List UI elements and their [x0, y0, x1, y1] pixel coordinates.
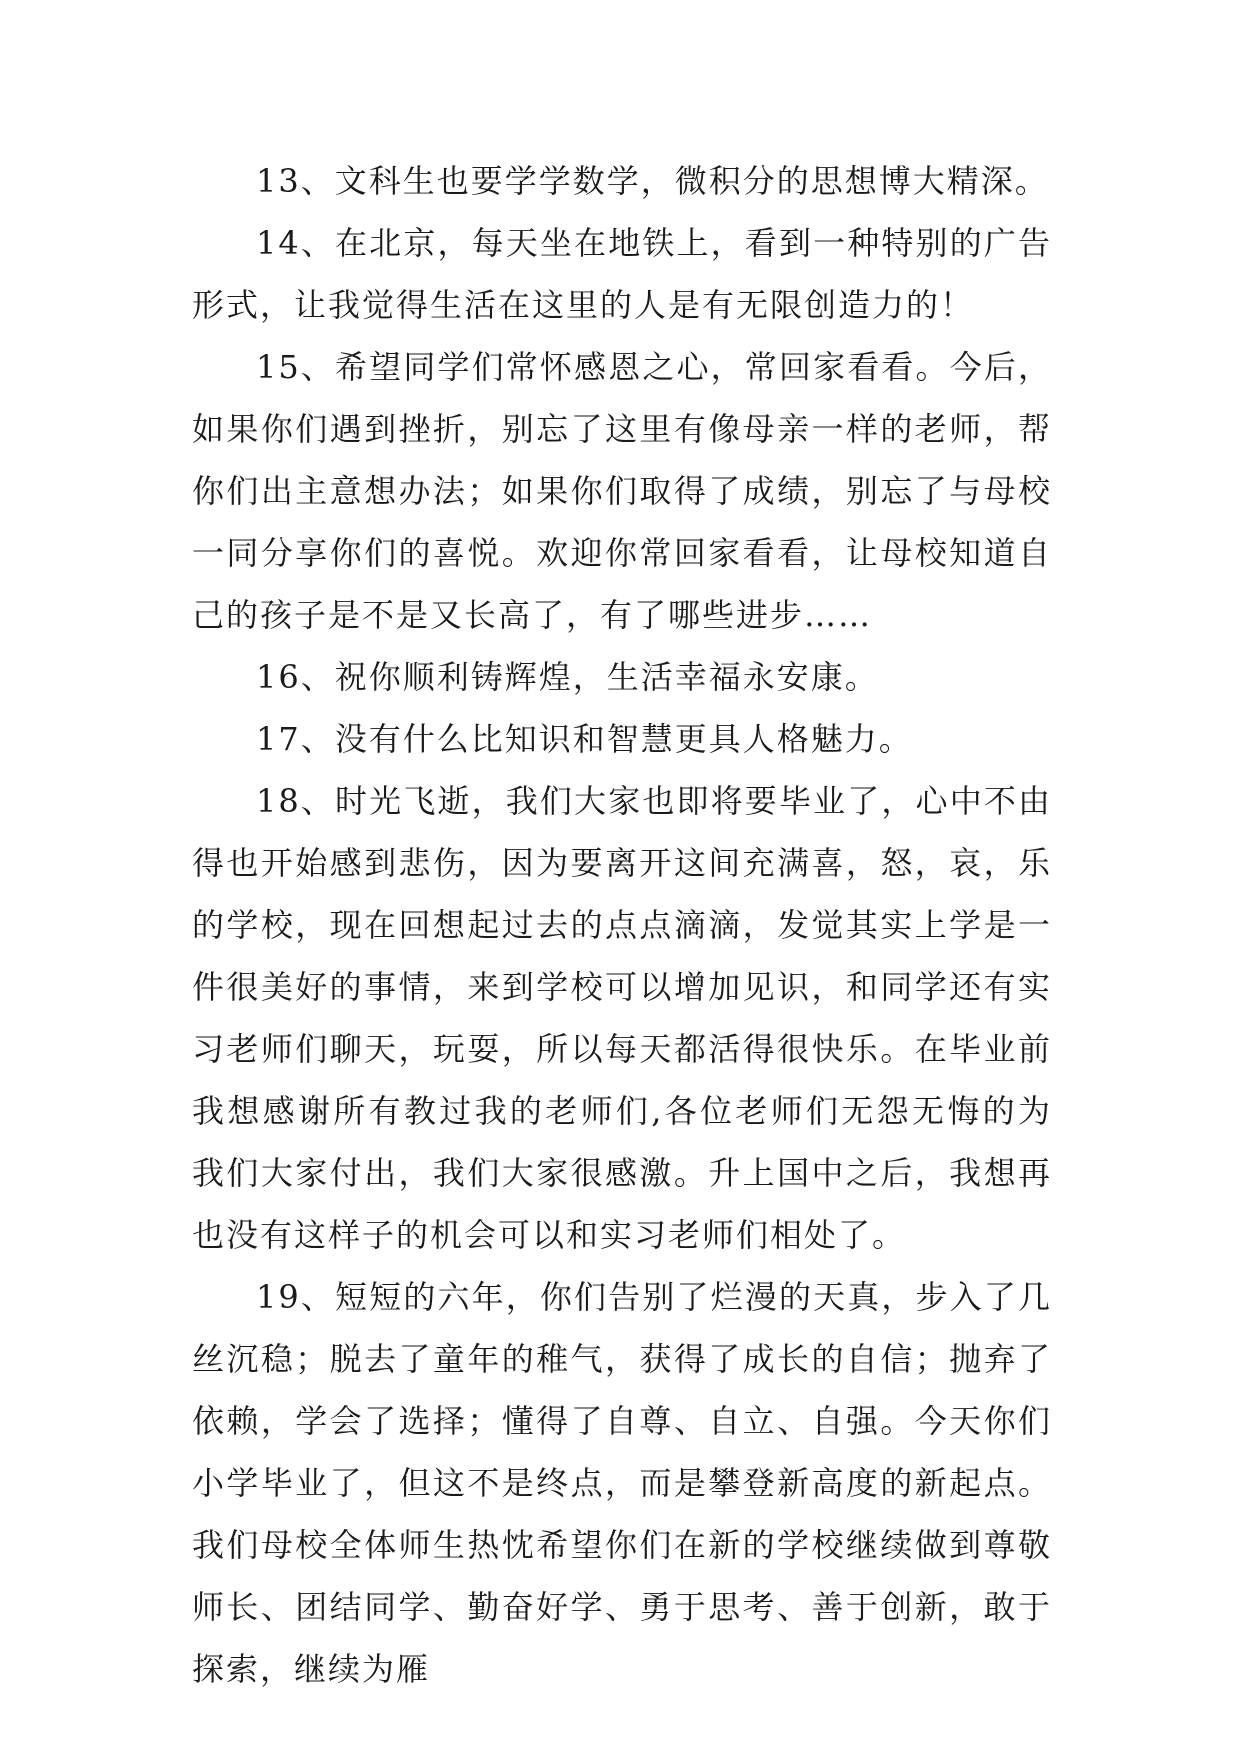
paragraph-13: 13、文科生也要学学数学，微积分的思想博大精深。: [256, 162, 1049, 200]
paragraph-15: 15、希望同学们常怀感恩之心，常回家看看。今后，如果你们遇到挫折，别忘了这里有像母亲一样的老师，帮你们出主意想办法；如果你们取得了成绩，别忘了与母校一同分享你们的喜悦。欢迎你常回家看看，让母校知道自己的孩子是不是又长高了，有了哪些进步……: [192, 348, 1052, 634]
paragraph-17: 17、没有什么比知识和智慧更具人格魅力。: [256, 720, 913, 758]
paragraph-18: 18、时光飞逝，我们大家也即将要毕业了，心中不由得也开始感到悲伤，因为要离开这间充满喜，怒，哀，乐的学校，现在回想起过去的点点滴滴，发觉其实上学是一件很美好的事情，来到学校可以增加见识，和同学还有实习老师们聊天，玩耍，所以每天都活得很快乐。在毕业前我想感谢所有教过我的老师们,各位老师们无怨无悔的为我们大家付出，我们大家很感激。升上国中之后，我想再也没有这样子的机会可以和实习老师们相处了。: [192, 782, 1052, 1254]
paragraph-14: 14、在北京，每天坐在地铁上，看到一种特别的广告形式，让我觉得生活在这里的人是有无限创造力的！: [192, 224, 1052, 324]
paragraph-16: 16、祝你顺利铸辉煌，生活幸福永安康。: [256, 658, 879, 696]
paragraph-19: 19、短短的六年，你们告别了烂漫的天真，步入了几丝沉稳；脱去了童年的稚气，获得了成长的自信；抛弃了依赖，学会了选择；懂得了自尊、自立、自强。今天你们小学毕业了，但这不是终点，而是攀登新高度的新起点。我们母校全体师生热忱希望你们在新的学校继续做到尊敬师长、团结同学、勤奋好学、勇于思考、善于创新，敢于探索，继续为雁: [192, 1278, 1052, 1688]
document-body: [192, 150, 1052, 1700]
